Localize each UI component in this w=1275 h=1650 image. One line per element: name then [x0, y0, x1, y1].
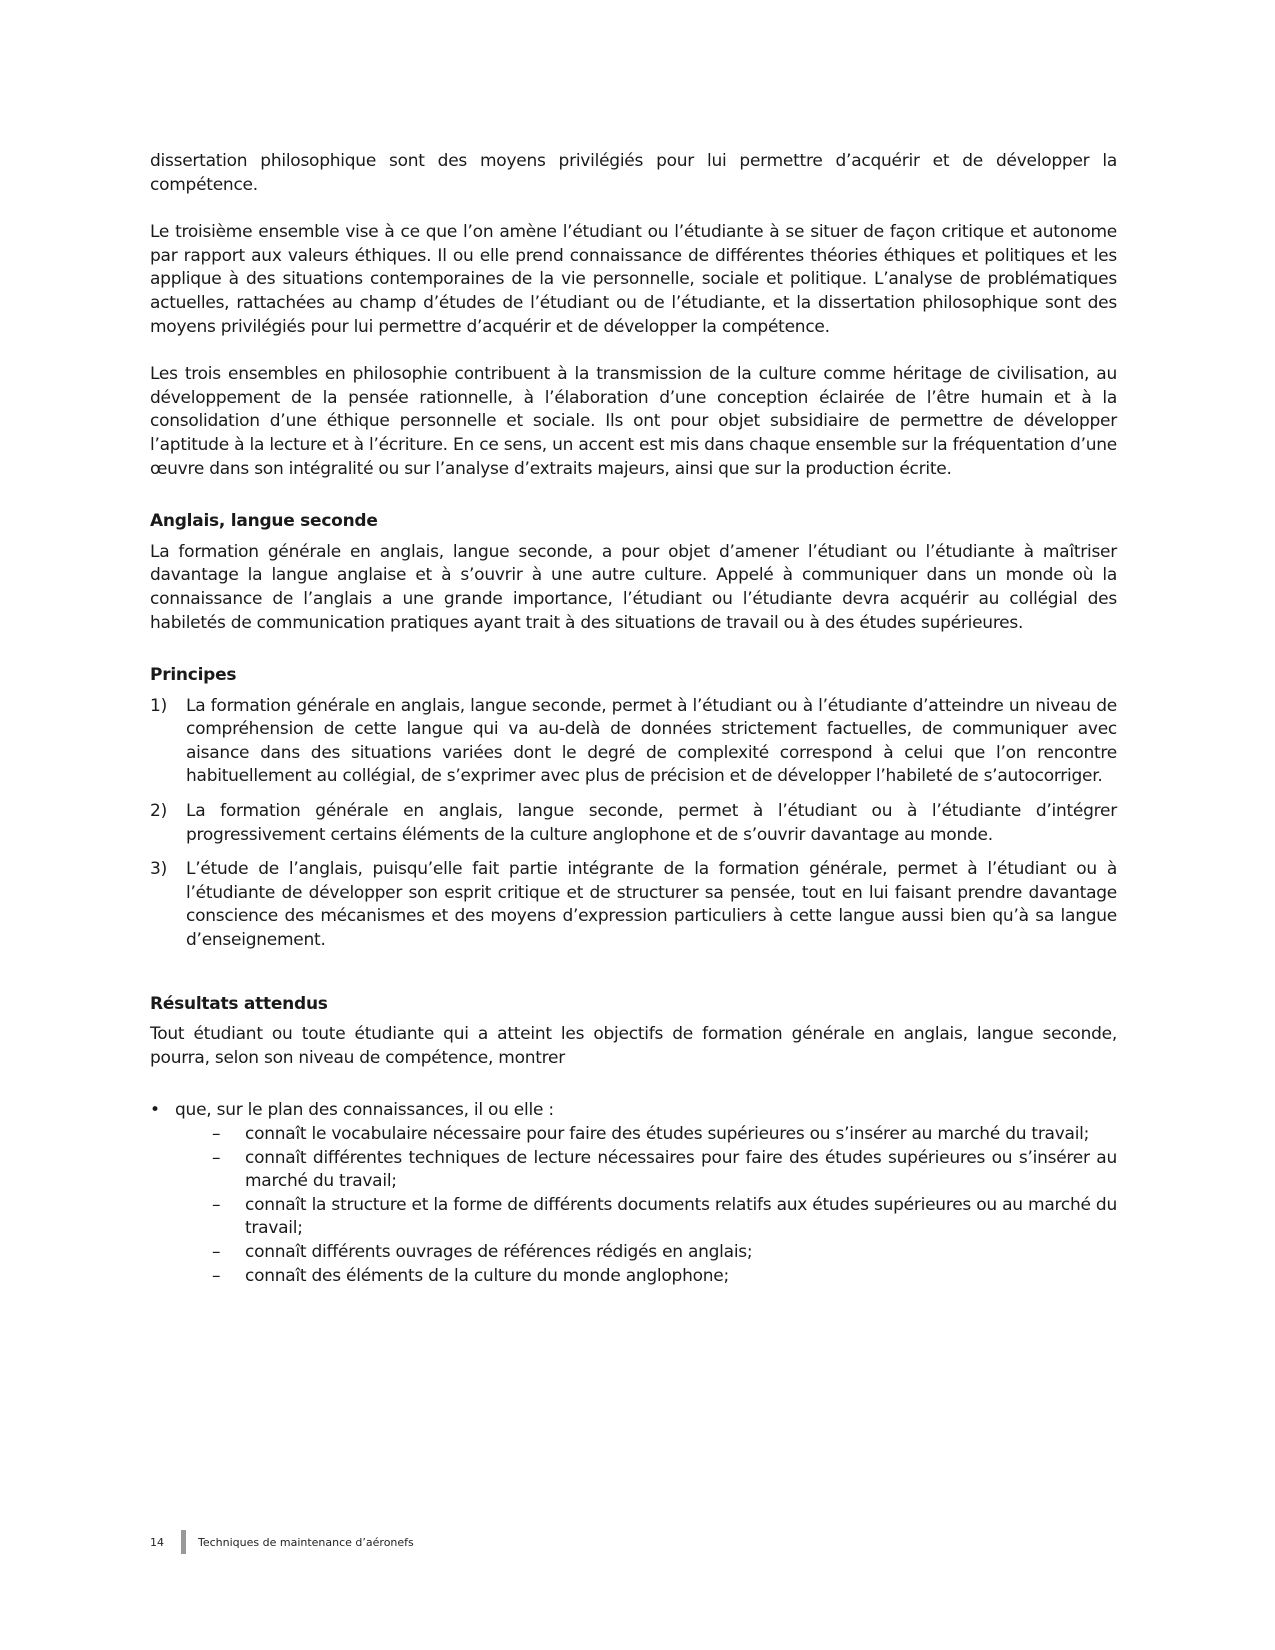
bullet-text: que, sur le plan des connaissances, il ou elle : — [175, 1100, 554, 1121]
list-item — [150, 800, 1117, 847]
footer-divider — [181, 1530, 186, 1554]
item-text: connaît différents ouvrages de références rédigés en anglais; — [245, 1241, 753, 1262]
list-item — [150, 695, 1117, 789]
item-text: La formation générale en anglais, langue seconde, permet à l’étudiant ou à l’étudiante d’intégrer progressivement certains éléments de la culture anglophone et de s’ouvrir davantage au monde. — [186, 801, 1117, 845]
principes-list — [150, 695, 1117, 953]
dash-icon: – — [212, 1265, 221, 1286]
page-number: 14 — [150, 1535, 164, 1549]
paragraph: Le troisième ensemble vise à ce que l’on amène l’étudiant ou l’étudiante à se situer de façon critique et autonome par rapport aux valeurs éthiques. Il ou elle prend connaissance de différentes théories éthiques et politiques et les applique à des situations contemporaines de la vie personnelle, sociale et politique. L’analyse de problématiques actuelles, rattachées au champ d’études de l’étudiant ou de l’étudiante, et la dissertation philosophique sont des moyens privilégiés pour lui permettre d’acquérir et de développer la compétence. — [150, 222, 1117, 337]
dash-icon: – — [212, 1147, 221, 1168]
section-heading-anglais: Anglais, langue seconde — [150, 511, 378, 532]
bullet-icon: • — [150, 1100, 160, 1121]
item-text: connaît le vocabulaire nécessaire pour faire des études supérieures ou s’insérer au marché du travail; — [245, 1124, 1090, 1144]
section-heading-resultats: Résultats attendus — [150, 993, 328, 1014]
bullet-item — [150, 1099, 1117, 1123]
item-text: connaît la structure et la forme de différents documents relatifs aux études supérieures ou au marché du travail; — [245, 1194, 1117, 1239]
item-text: connaît différentes techniques de lecture nécessaires pour faire des études supérieures ou s’insérer au marché du travail; — [245, 1147, 1117, 1192]
list-item — [150, 1147, 1117, 1194]
dash-icon: – — [212, 1124, 221, 1144]
paragraph: Les trois ensembles en philosophie contribuent à la transmission de la culture comme héritage de civilisation, au développement de la pensée rationnelle, à l’élaboration d’une conception éclairée de l’être humain et à la consolidation d’une éthique personnelle et sociale. Ils ont pour objet subsidiaire de permettre de développer l’aptitude à la lecture et à l’écriture. En ce sens, un accent est mis dans chaque ensemble sur la fréquentation d’une œuvre dans son intégralité ou sur l’analyse d’extraits majeurs, ainsi que sur la production écrite. — [150, 364, 1117, 479]
item-text: La formation générale en anglais, langue seconde, permet à l’étudiant ou à l’étudiante d’atteindre un niveau de compréhension de cette langue qui va au-delà de données strictement factuelles, de communiquer avec aisance dans des situations variées dont le degré de complexité correspond à celui que l’on rencontre habituellement au collégial, de s’exprimer avec plus de précision et de développer l’habileté de s’autocorriger. — [186, 695, 1117, 787]
document-title: Techniques de maintenance d’aéronefs — [198, 1535, 414, 1549]
dash-icon: – — [212, 1194, 221, 1215]
dash-icon: – — [212, 1241, 221, 1262]
page-footer — [150, 1530, 414, 1554]
item-number: 1) — [150, 695, 167, 716]
item-text: connaît des éléments de la culture du monde anglophone; — [245, 1265, 729, 1286]
list-item — [150, 1265, 1117, 1289]
paragraph: La formation générale en anglais, langue seconde, a pour objet d’amener l’étudiant ou l’étudiante à maîtriser davantage la langue anglaise et à s’ouvrir à une autre culture. Appelé à communiquer dans un monde où la connaissance de l’anglais a une grande importance, l’étudiant ou l’étudiante devra acquérir au collégial des habiletés de communication pratiques ayant trait à des situations de travail ou à des études supérieures. — [150, 541, 1117, 633]
list-item — [150, 1194, 1117, 1241]
page-body — [150, 150, 1117, 1288]
list-item — [150, 1241, 1117, 1265]
list-item — [150, 1123, 1117, 1147]
dash-list — [150, 1123, 1117, 1288]
item-text: L’étude de l’anglais, puisqu’elle fait partie intégrante de la formation générale, permet à l’étudiant ou à l’étudiante de développer son esprit critique et de structurer sa pensée, tout en lui faisant prendre davantage conscience des mécanismes et des moyens d’expression particuliers à cette langue aussi bien qu’à sa langue d’enseignement. — [186, 859, 1117, 951]
paragraph: Tout étudiant ou toute étudiante qui a atteint les objectifs de formation générale en anglais, langue seconde, pourra, selon son niveau de compétence, montrer — [150, 1024, 1117, 1068]
paragraph: dissertation philosophique sont des moyens privilégiés pour lui permettre d’acquérir et de développer la compétence. — [150, 151, 1117, 195]
item-number: 3) — [150, 859, 167, 880]
item-number: 2) — [150, 801, 167, 822]
section-heading-principes: Principes — [150, 665, 237, 686]
list-item — [150, 858, 1117, 952]
